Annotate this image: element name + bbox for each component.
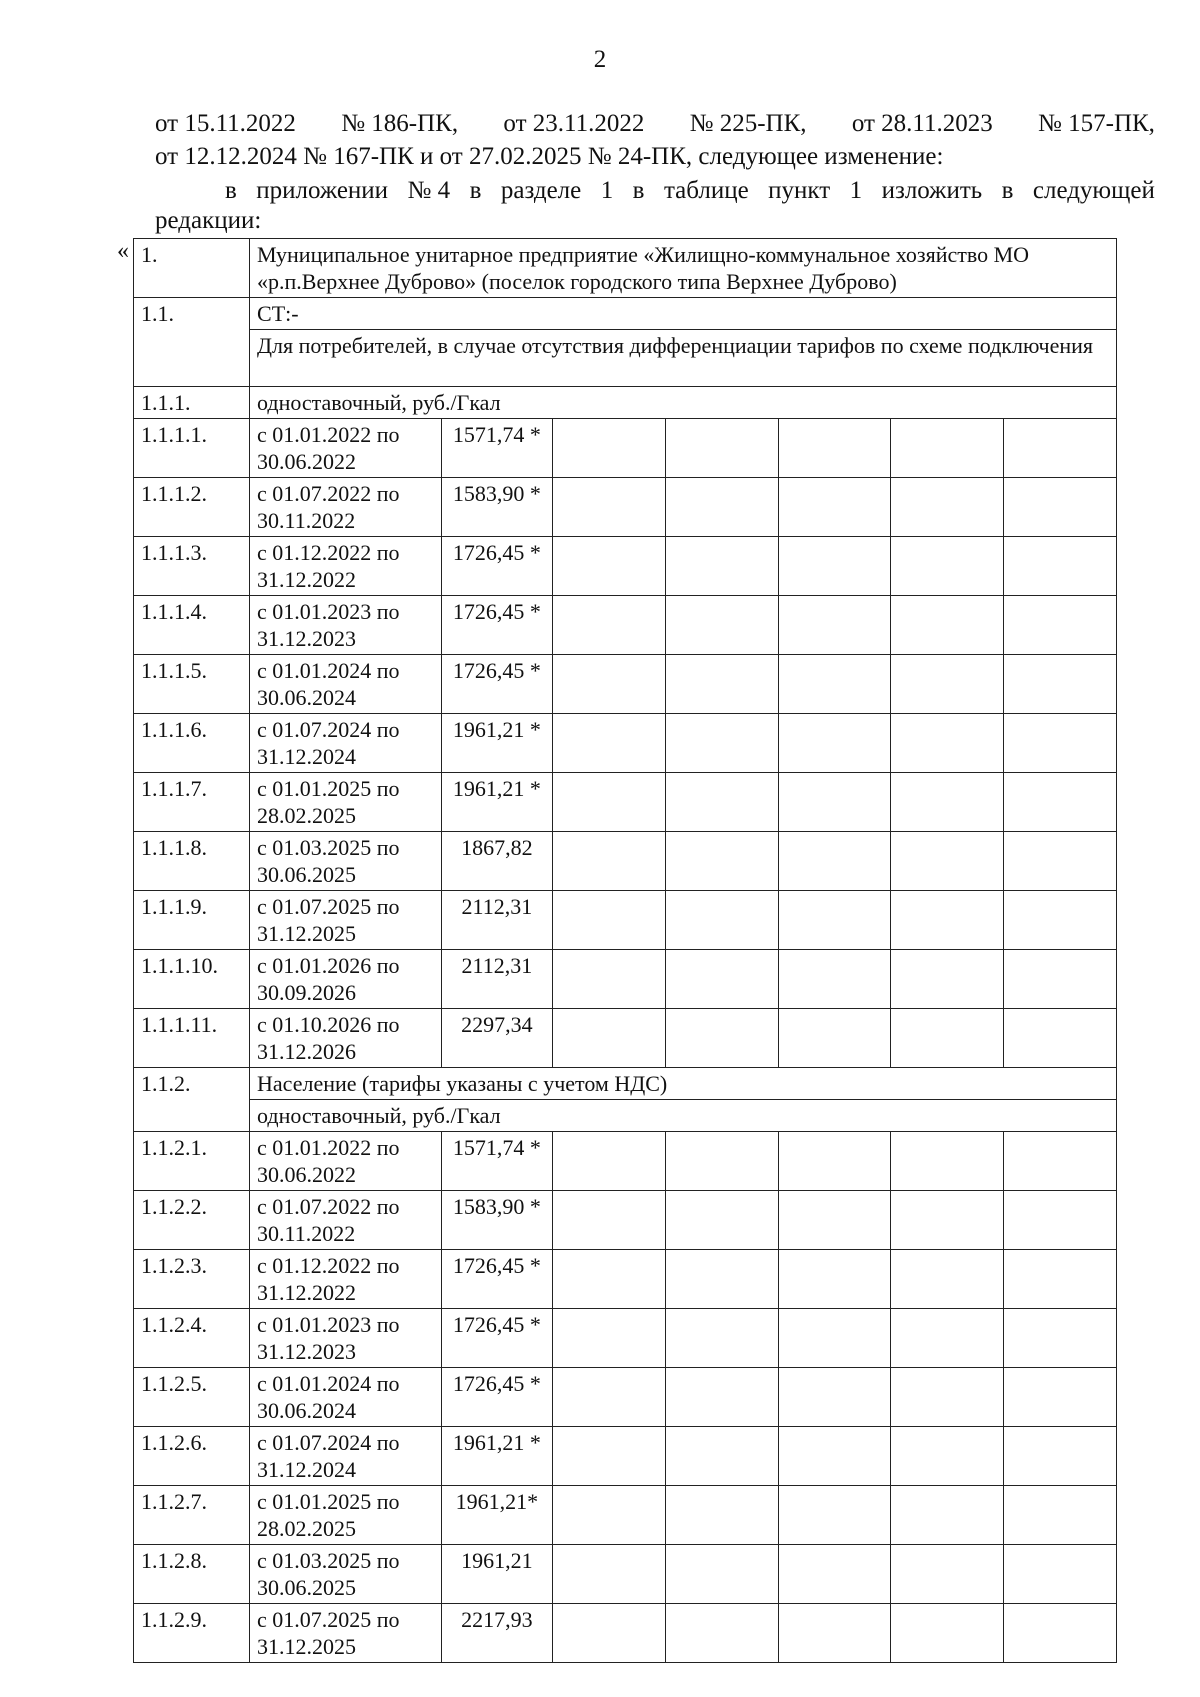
tariff-row — [134, 1009, 1117, 1068]
empty-cell — [891, 1250, 1004, 1309]
tariff-row — [134, 1604, 1117, 1663]
tariff-value: 1961,21 * — [441, 714, 553, 773]
empty-cell — [665, 478, 778, 537]
row-number: 1.1.2.7. — [134, 1486, 250, 1545]
row-number: 1.1.1.11. — [134, 1009, 250, 1068]
empty-cell — [553, 478, 666, 537]
system-code: СТ:- — [250, 298, 1117, 330]
intro-word: пункт — [768, 177, 831, 204]
intro-word: в — [225, 177, 237, 204]
row-number: 1.1.1.1. — [134, 419, 250, 478]
empty-cell — [778, 596, 891, 655]
row-number: 1.1.1.10. — [134, 950, 250, 1009]
tariff-row — [134, 1132, 1117, 1191]
intro-line-3 — [155, 174, 1155, 207]
row-number: 1.1.2.6. — [134, 1427, 250, 1486]
empty-cell — [1004, 655, 1117, 714]
empty-cell — [1004, 419, 1117, 478]
tariff-value: 1571,74 * — [441, 419, 553, 478]
empty-cell — [1004, 714, 1117, 773]
empty-cell — [553, 1250, 666, 1309]
tariff-value: 1571,74 * — [441, 1132, 553, 1191]
row-number: 1.1.2.3. — [134, 1250, 250, 1309]
row-number: 1.1.2.5. — [134, 1368, 250, 1427]
tariff-value: 1867,82 — [441, 832, 553, 891]
empty-cell — [778, 1132, 891, 1191]
row-number: 1.1.1.8. — [134, 832, 250, 891]
empty-cell — [665, 714, 778, 773]
period-cell: с 01.01.2023 по 31.12.2023 — [250, 596, 442, 655]
tariff-value: 2112,31 — [441, 950, 553, 1009]
empty-cell — [778, 1368, 891, 1427]
empty-cell — [778, 655, 891, 714]
period-cell: с 01.07.2024 по 31.12.2024 — [250, 714, 442, 773]
empty-cell — [891, 1427, 1004, 1486]
tariff-type-label: одноставочный, руб./Гкал — [250, 1100, 1117, 1132]
empty-cell — [665, 655, 778, 714]
tariff-row — [134, 596, 1117, 655]
row-number: 1.1.1.2. — [134, 478, 250, 537]
empty-cell — [553, 1368, 666, 1427]
intro-word: в — [632, 177, 645, 204]
tariff-value: 1583,90 * — [441, 1191, 553, 1250]
period-cell: с 01.01.2023 по 31.12.2023 — [250, 1309, 442, 1368]
org-name: Муниципальное унитарное предприятие «Жилищно-коммунальное хозяйство МО «р.п.Верхнее Дуброво» (поселок городского типа Верхнее Дуброво) — [250, 239, 1117, 298]
tariff-row — [134, 1486, 1117, 1545]
empty-cell — [553, 714, 666, 773]
population-title: Население (тарифы указаны с учетом НДС) — [250, 1068, 1117, 1100]
empty-cell — [891, 950, 1004, 1009]
period-cell: с 01.07.2022 по 30.11.2022 — [250, 1191, 442, 1250]
tariff-value: 2112,31 — [441, 891, 553, 950]
intro-word: № 186-ПК, — [341, 110, 459, 137]
period-cell: с 01.10.2026 по 31.12.2026 — [250, 1009, 442, 1068]
empty-cell — [665, 1132, 778, 1191]
row-number: 1.1.1.6. — [134, 714, 250, 773]
intro-word: от 15.11.2022 — [155, 110, 296, 137]
tariff-row — [134, 714, 1117, 773]
period-cell: с 01.01.2025 по 28.02.2025 — [250, 1486, 442, 1545]
intro-word: от 23.11.2022 — [503, 110, 645, 137]
intro-word: 1 — [849, 177, 863, 204]
empty-cell — [665, 1427, 778, 1486]
empty-cell — [553, 419, 666, 478]
period-cell: с 01.01.2024 по 30.06.2024 — [250, 655, 442, 714]
empty-cell — [665, 1368, 778, 1427]
empty-cell — [778, 950, 891, 1009]
table-row — [134, 298, 1117, 330]
empty-cell — [891, 419, 1004, 478]
empty-cell — [1004, 1486, 1117, 1545]
table-row — [134, 387, 1117, 419]
empty-cell — [778, 478, 891, 537]
empty-cell — [553, 1604, 666, 1663]
empty-cell — [891, 832, 1004, 891]
empty-cell — [778, 1486, 891, 1545]
empty-cell — [1004, 773, 1117, 832]
tariff-value: 1961,21* — [441, 1486, 553, 1545]
open-quote: « — [117, 238, 129, 264]
empty-cell — [778, 1191, 891, 1250]
tariff-row — [134, 1545, 1117, 1604]
empty-cell — [778, 832, 891, 891]
empty-cell — [1004, 891, 1117, 950]
tariff-value: 1726,45 * — [441, 596, 553, 655]
empty-cell — [665, 1250, 778, 1309]
intro-line-1 — [155, 107, 1155, 140]
empty-cell — [891, 773, 1004, 832]
empty-cell — [778, 1009, 891, 1068]
empty-cell — [778, 1309, 891, 1368]
empty-cell — [665, 773, 778, 832]
empty-cell — [891, 1191, 1004, 1250]
period-cell: с 01.03.2025 по 30.06.2025 — [250, 1545, 442, 1604]
period-cell: с 01.07.2025 по 31.12.2025 — [250, 891, 442, 950]
empty-cell — [553, 1427, 666, 1486]
tariff-value: 2297,34 — [441, 1009, 553, 1068]
tariff-value: 1961,21 — [441, 1545, 553, 1604]
empty-cell — [665, 950, 778, 1009]
period-cell: с 01.07.2024 по 31.12.2024 — [250, 1427, 442, 1486]
empty-cell — [1004, 478, 1117, 537]
intro-word: № 225-ПК, — [689, 110, 807, 137]
empty-cell — [1004, 1250, 1117, 1309]
empty-cell — [665, 891, 778, 950]
empty-cell — [553, 773, 666, 832]
empty-cell — [1004, 1132, 1117, 1191]
tariff-row — [134, 1427, 1117, 1486]
tariff-row — [134, 891, 1117, 950]
tariff-row — [134, 537, 1117, 596]
tariff-value: 1961,21 * — [441, 1427, 553, 1486]
period-cell: с 01.07.2025 по 31.12.2025 — [250, 1604, 442, 1663]
empty-cell — [1004, 950, 1117, 1009]
empty-cell — [891, 655, 1004, 714]
empty-cell — [553, 1009, 666, 1068]
intro-word: в — [1001, 177, 1014, 204]
intro-word: изложить — [881, 177, 983, 204]
row-number: 1.1.2.1. — [134, 1132, 250, 1191]
empty-cell — [778, 1545, 891, 1604]
table-row — [134, 239, 1117, 298]
tariff-table — [133, 238, 1117, 1663]
empty-cell — [891, 1486, 1004, 1545]
empty-cell — [891, 891, 1004, 950]
empty-cell — [553, 596, 666, 655]
table-row — [134, 330, 1117, 387]
empty-cell — [553, 537, 666, 596]
tariff-value: 1726,45 * — [441, 1250, 553, 1309]
tariff-row — [134, 655, 1117, 714]
tariff-value: 1961,21 * — [441, 773, 553, 832]
empty-cell — [778, 1604, 891, 1663]
intro-word: приложении — [256, 177, 389, 204]
intro-word: таблице — [663, 177, 749, 204]
empty-cell — [778, 773, 891, 832]
empty-cell — [891, 1368, 1004, 1427]
empty-cell — [553, 1486, 666, 1545]
period-cell: с 01.01.2022 по 30.06.2022 — [250, 419, 442, 478]
empty-cell — [1004, 537, 1117, 596]
intro-word: в — [469, 177, 482, 204]
empty-cell — [553, 950, 666, 1009]
empty-cell — [665, 1486, 778, 1545]
intro-line-4: редакции: — [155, 207, 262, 234]
row-number: 1.1.2.4. — [134, 1309, 250, 1368]
tariff-value: 1726,45 * — [441, 1309, 553, 1368]
empty-cell — [1004, 596, 1117, 655]
tariff-row — [134, 1368, 1117, 1427]
empty-cell — [1004, 1545, 1117, 1604]
row-number: 1.1.2.9. — [134, 1604, 250, 1663]
empty-cell — [778, 537, 891, 596]
empty-cell — [891, 1132, 1004, 1191]
empty-cell — [778, 891, 891, 950]
empty-cell — [891, 1009, 1004, 1068]
tariff-row — [134, 1250, 1117, 1309]
tariff-row — [134, 1191, 1117, 1250]
empty-cell — [1004, 1604, 1117, 1663]
empty-cell — [891, 596, 1004, 655]
tariff-value: 1726,45 * — [441, 1368, 553, 1427]
empty-cell — [665, 596, 778, 655]
tariff-value: 1726,45 * — [441, 537, 553, 596]
empty-cell — [891, 1309, 1004, 1368]
empty-cell — [778, 1250, 891, 1309]
period-cell: с 01.01.2024 по 30.06.2024 — [250, 1368, 442, 1427]
tariff-type-label: одноставочный, руб./Гкал — [250, 387, 1117, 419]
tariff-row — [134, 478, 1117, 537]
period-cell: с 01.01.2025 по 28.02.2025 — [250, 773, 442, 832]
empty-cell — [553, 655, 666, 714]
tariff-row — [134, 1309, 1117, 1368]
empty-cell — [1004, 1427, 1117, 1486]
row-number: 1.1.1.4. — [134, 596, 250, 655]
empty-cell — [665, 832, 778, 891]
empty-cell — [891, 1545, 1004, 1604]
empty-cell — [665, 1309, 778, 1368]
row-number: 1.1.2.2. — [134, 1191, 250, 1250]
tariff-value: 1726,45 * — [441, 655, 553, 714]
empty-cell — [665, 1009, 778, 1068]
row-number: 1.1.1.3. — [134, 537, 250, 596]
empty-cell — [1004, 1309, 1117, 1368]
period-cell: с 01.01.2022 по 30.06.2022 — [250, 1132, 442, 1191]
consumer-description: Для потребителей, в случае отсутствия дифференциации тарифов по схеме подключения — [250, 330, 1117, 387]
row-number: 1. — [134, 239, 250, 298]
intro-word: № 157-ПК, — [1038, 110, 1155, 137]
period-cell: с 01.07.2022 по 30.11.2022 — [250, 478, 442, 537]
empty-cell — [1004, 832, 1117, 891]
empty-cell — [1004, 1191, 1117, 1250]
row-number: 1.1.1.5. — [134, 655, 250, 714]
tariff-row — [134, 419, 1117, 478]
row-number: 1.1.1.9. — [134, 891, 250, 950]
empty-cell — [665, 419, 778, 478]
row-number: 1.1.1. — [134, 387, 250, 419]
empty-cell — [665, 1545, 778, 1604]
period-cell: с 01.01.2026 по 30.09.2026 — [250, 950, 442, 1009]
intro-word: от 28.11.2023 — [851, 110, 993, 137]
row-number: 1.1.2.8. — [134, 1545, 250, 1604]
intro-line-2: от 12.12.2024 № 167-ПК и от 27.02.2025 № 24-ПК, следующее изменение: — [155, 143, 944, 170]
empty-cell — [891, 714, 1004, 773]
intro-word: № 4 — [407, 177, 451, 204]
tariff-row — [134, 773, 1117, 832]
row-number: 1.1.1.7. — [134, 773, 250, 832]
intro-word: 1 — [600, 177, 614, 204]
empty-cell — [891, 1604, 1004, 1663]
tariff-row — [134, 832, 1117, 891]
empty-cell — [891, 478, 1004, 537]
empty-cell — [1004, 1368, 1117, 1427]
tariff-value: 1583,90 * — [441, 478, 553, 537]
empty-cell — [891, 537, 1004, 596]
empty-cell — [778, 714, 891, 773]
row-number: 1.1. — [134, 298, 250, 387]
table-row — [134, 1068, 1117, 1100]
empty-cell — [778, 419, 891, 478]
empty-cell — [1004, 1009, 1117, 1068]
empty-cell — [553, 1132, 666, 1191]
period-cell: с 01.03.2025 по 30.06.2025 — [250, 832, 442, 891]
empty-cell — [778, 1427, 891, 1486]
intro-word: следующей — [1032, 177, 1155, 204]
row-number: 1.1.2. — [134, 1068, 250, 1132]
empty-cell — [553, 1191, 666, 1250]
empty-cell — [553, 1545, 666, 1604]
period-cell: с 01.12.2022 по 31.12.2022 — [250, 537, 442, 596]
empty-cell — [553, 1309, 666, 1368]
empty-cell — [553, 832, 666, 891]
empty-cell — [665, 1604, 778, 1663]
empty-cell — [665, 537, 778, 596]
page-number: 2 — [593, 46, 607, 73]
table-row — [134, 1100, 1117, 1132]
tariff-value: 2217,93 — [441, 1604, 553, 1663]
empty-cell — [665, 1191, 778, 1250]
intro-word: разделе — [500, 177, 582, 204]
empty-cell — [553, 891, 666, 950]
period-cell: с 01.12.2022 по 31.12.2022 — [250, 1250, 442, 1309]
tariff-row — [134, 950, 1117, 1009]
